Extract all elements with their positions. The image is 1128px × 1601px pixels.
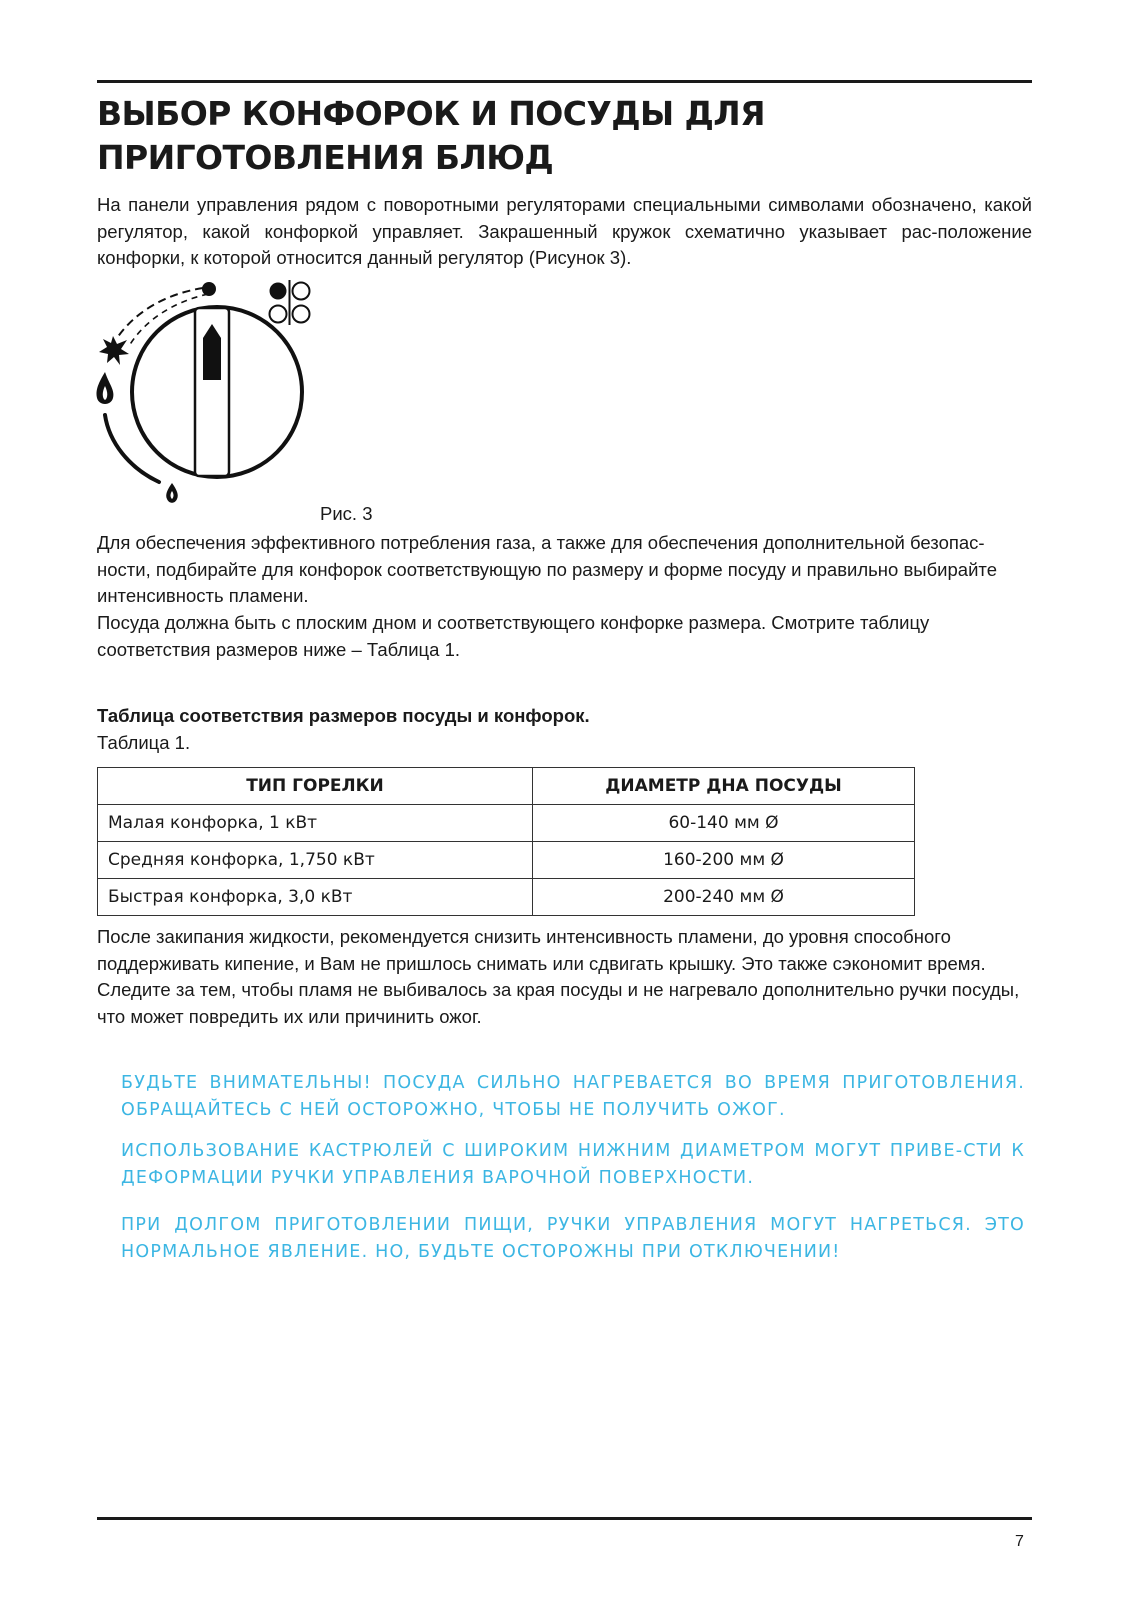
table-number: Таблица 1. xyxy=(97,732,191,753)
large-flame-icon xyxy=(96,372,113,404)
pot-diameter-cell: 60-140 мм Ø xyxy=(533,805,915,842)
warning-hot-knobs: ПРИ ДОЛГОМ ПРИГОТОВЛЕНИИ ПИЩИ, РУЧКИ УПРАВЛЕНИЯ МОГУТ НАГРЕТЬСЯ. ЭТО НОРМАЛЬНОЕ ЯВЛЕНИЕ. НО, БУДЬТЕ ОСТОРОЖНЫ ПРИ ОТКЛЮЧЕНИИ! xyxy=(121,1215,1025,1262)
size-table xyxy=(97,767,915,916)
burner-type-cell: Малая конфорка, 1 кВт xyxy=(98,805,533,842)
pot-diameter-cell: 200-240 мм Ø xyxy=(533,879,915,916)
small-flame-icon xyxy=(166,483,178,503)
table-title: Таблица соответствия размеров посуды и конфорок. xyxy=(97,705,590,726)
burner-layout-icon xyxy=(270,280,310,325)
column-header-pot-diameter: ДИАМЕТР ДНА ПОСУДЫ xyxy=(533,768,915,805)
table-row xyxy=(98,842,915,879)
warning-wide-pots: ИСПОЛЬЗОВАНИЕ КАСТРЮЛЕЙ С ШИРОКИМ НИЖНИМ ДИАМЕТРОМ МОГУТ ПРИВЕ-СТИ К ДЕФОРМАЦИИ РУЧКИ УПРАВЛЕНИЯ ВАРОЧНОЙ ПОВЕРХНОСТИ. xyxy=(121,1141,1025,1188)
knob-icon xyxy=(132,307,302,477)
page-title: ВЫБОР КОНФОРОК И ПОСУДЫ ДЛЯ ПРИГОТОВЛЕНИЯ БЛЮД xyxy=(97,94,765,177)
table-header-row xyxy=(98,768,915,805)
page-number: 7 xyxy=(1015,1533,1024,1550)
top-rule xyxy=(97,80,1032,83)
efficiency-paragraph: Для обеспечения эффективного потребления газа, а также для обеспечения дополнительной безопас-ности, подбирайте для конфорок соответствующую по размеру и форме посуду и правильно выбирайте интенсивность пламени. xyxy=(97,532,997,606)
cookware-paragraph: Посуда должна быть с плоским дном и соответствующего конфорке размера. Смотрите таблицу соответствия размеров ниже – Таблица 1. xyxy=(97,612,930,660)
burner-type-cell: Средняя конфорка, 1,750 кВт xyxy=(98,842,533,879)
burner-type-cell: Быстрая конфорка, 3,0 кВт xyxy=(98,879,533,916)
table-row xyxy=(98,805,915,842)
pot-diameter-cell: 160-200 мм Ø xyxy=(533,842,915,879)
table-row xyxy=(98,879,915,916)
knob-figure xyxy=(95,280,340,515)
intro-paragraph: На панели управления рядом с поворотными регуляторами специальными символами обозначено, какой регулятор, какой конфоркой управляет. Закрашенный кружок схематично указывает рас-положение конфорки, к которой относится данный регулятор (Рисунок 3). xyxy=(97,194,1032,268)
bottom-rule xyxy=(97,1517,1032,1520)
figure-caption: Рис. 3 xyxy=(320,503,373,524)
column-header-burner-type: ТИП ГОРЕЛКИ xyxy=(98,768,533,805)
warning-hot-cookware: БУДЬТЕ ВНИМАТЕЛЬНЫ! ПОСУДА СИЛЬНО НАГРЕВАЕТСЯ ВО ВРЕМЯ ПРИГОТОВЛЕНИЯ. ОБРАЩАЙТЕСЬ С НЕЙ ОСТОРОЖНО, ЧТОБЫ НЕ ПОЛУЧИТЬ ОЖОГ. xyxy=(121,1073,1025,1120)
ignition-spark-icon xyxy=(99,336,129,365)
filled-dot-icon xyxy=(202,282,216,296)
boiling-paragraph: После закипания жидкости, рекомендуется снизить интенсивность пламени, до уровня способного поддерживать кипение, и Вам не пришлось снимать или сдвигать крышку. Это также сэкономит время. Следите за тем, чтобы пламя не выбивалось за края посуды и не нагревало дополнительно ручки посуды, что может повредить их или причинить ожог. xyxy=(97,926,1020,1027)
